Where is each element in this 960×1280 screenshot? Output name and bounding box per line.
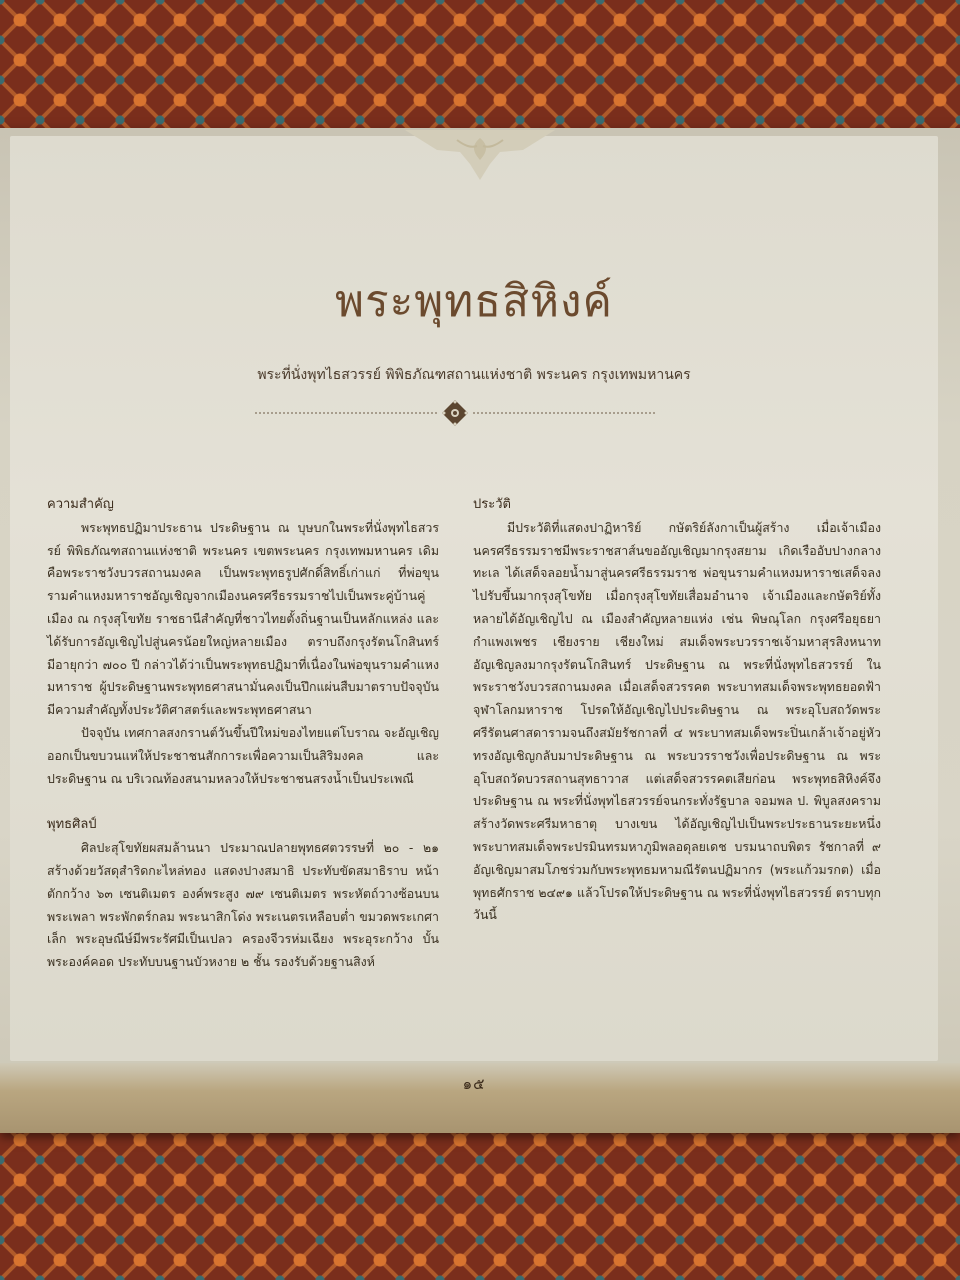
flower-ornament-icon xyxy=(442,400,468,426)
page-subtitle: พระที่นั่งพุทไธสวรรย์ พิพิธภัณฑสถานแห่งชาติ พระนคร กรุงเทพมหานคร xyxy=(257,367,691,383)
section-heading-significance: ความสำคัญ xyxy=(47,497,114,512)
art-paragraph-1: ศิลปะสุโขทัยผสมล้านนา ประมาณปลายพุทธศตวรรษที่ ๒๐ - ๒๑ สร้างด้วยวัสดุสำริดกะไหล่ทอง แสดงปางสมาธิ ประทับขัดสมาธิราบ หน้าตักกว้าง ๖๓ เซนติเมตร องค์พระสูง ๗๙ เซนติเมตร พระหัตถ์วางซ้อนบนพระเพลา พระพักตร์กลม พระนาสิกโด่ง พระเนตรเหลือบต่ำ ขมวดพระเกศาเล็ก พระอุษณีษ์มีพระรัศมีเป็นเปลว ครองจีวรห่มเฉียง พระอุระกว้าง บั้นพระองค์คอด ประทับบนฐานบัวหงาย ๒ ชั้น รองรับด้วยฐานสิงห์ xyxy=(47,840,439,970)
significance-paragraph-1: พระพุทธปฏิมาประธาน ประดิษฐาน ณ บุษบกในพระที่นั่งพุทไธสวรรย์ พิพิธภัณฑสถานแห่งชาติ พระนคร เขตพระนคร กรุงเทพมหานคร เดิมคือพระราชวังบวรสถานมงคล เป็นพระพุทธรูปศักดิ์สิทธิ์เก่าแก่ ที่พ่อขุนรามคำแหงมหาราชอัญเชิญจากเมืองนครศรีธรรมราชไปเป็นพระคู่บ้านคู่เมือง ณ กรุงสุโขทัย ราชธานีสำคัญที่ชาวไทยตั้งถิ่นฐานเป็นหลักแหล่ง และได้รับการอัญเชิญไปสู่นครน้อยใหญ่หลายเมือง ตราบถึงกรุงรัตนโกสินทร์ มีอายุกว่า ๗๐๐ ปี กล่าวได้ว่าเป็นพระพุทธปฏิมาที่เนื่องในพ่อขุนรามคำแหงมหาราช ผู้ประดิษฐานพระพุทธศาสนามั่นคงเป็นปึกแผ่นสืบมาตราบปัจจุบัน มีความสำคัญทั้งประวัติศาสตร์และพระพุทธศาสนา xyxy=(47,519,439,718)
right-column xyxy=(473,494,881,927)
top-ornament-icon xyxy=(405,130,555,182)
left-column xyxy=(47,494,439,974)
book-page xyxy=(0,128,960,1133)
history-paragraph-1: มีประวัติที่แสดงปาฏิหาริย์ กษัตริย์ลังกาเป็นผู้สร้าง เมื่อเจ้าเมืองนครศรีธรรมราชมีพระราชสาส์นขออัญเชิญมากรุงสยาม เกิดเรืออับปางกลางทะเล ได้เสด็จลอยน้ำมาสู่นครศรีธรรมราช พ่อขุนรามคำแหงมหาราชเสด็จลงไปรับขึ้นมากรุงสุโขทัย เมื่อกรุงสุโขทัยเสื่อมอำนาจ เจ้าเมืองและกษัตริย์ทั้งหลายได้อัญเชิญไป ณ เมืองสำคัญหลายแห่ง เช่น พิษณุโลก กรุงศรีอยุธยา กำแพงเพชร เชียงราย เชียงใหม่ สมเด็จพระบวรราชเจ้ามหาสุรสิงหนาท อัญเชิญลงมากรุงรัตนโกสินทร์ ประดิษฐาน ณ พระที่นั่งพุทไธสวรรย์ ในพระราชวังบวรสถานมงคล เมื่อเสด็จสวรรคต พระบาทสมเด็จพระพุทธยอดฟ้าจุฬาโลกมหาราช โปรดให้อัญเชิญไปประดิษฐาน ณ พระอุโบสถวัดพระศรีรัตนศาสดารามจนถึงสมัยรัชกาลที่ ๔ พระบาทสมเด็จพระปิ่นเกล้าเจ้าอยู่หัว ทรงอัญเชิญกลับมาประดิษฐาน ณ พระบวรราชวังเพื่อประดิษฐาน ณ พระอุโบสถวัดบวรสถานสุทธาวาส แต่เสด็จสวรรคตเสียก่อน พระพุทธสิหิงค์จึงประดิษฐาน ณ พระที่นั่งพุทไธสวรรย์จนกระทั่งรัฐบาล จอมพล ป. พิบูลสงคราม สร้างวัดพระศรีมหาธาตุ บางเขน ได้อัญเชิญไปเป็นพระประธานระยะหนึ่ง พระบาทสมเด็จพระปรมินทรมหาภูมิพลอดุลยเดช บรมนาถบพิตร รัชกาลที่ ๙ อัญเชิญมาสมโภชร่วมกับพระพุทธมหามณีรัตนปฏิมากร (พระแก้วมรกต) เมื่อพุทธศักราช ๒๔๙๑ แล้วโปรดให้ประดิษฐาน ณ พระที่นั่งพุทไธสวรรย์ ตราบทุกวันนี้ xyxy=(473,519,881,923)
page-title: พระพุทธสิหิงค์ xyxy=(335,276,613,327)
significance-paragraph-2: ปัจจุบัน เทศกาลสงกรานต์วันขึ้นปีใหม่ของไทยแต่โบราณ จะอัญเชิญออกเป็นขบวนแห่ให้ประชาชนสักการะเพื่อความเป็นสิริมงคล และประดิษฐาน ณ บริเวณท้องสนามหลวงให้ประชาชนสรงน้ำเป็นประเพณี xyxy=(47,724,439,786)
ornamental-divider xyxy=(255,398,655,428)
section-heading-history: ประวัติ xyxy=(473,497,511,512)
page-number: ๑๕ xyxy=(462,1075,486,1093)
page-content-area xyxy=(10,136,938,1093)
section-heading-art: พุทธศิลป์ xyxy=(47,817,97,833)
